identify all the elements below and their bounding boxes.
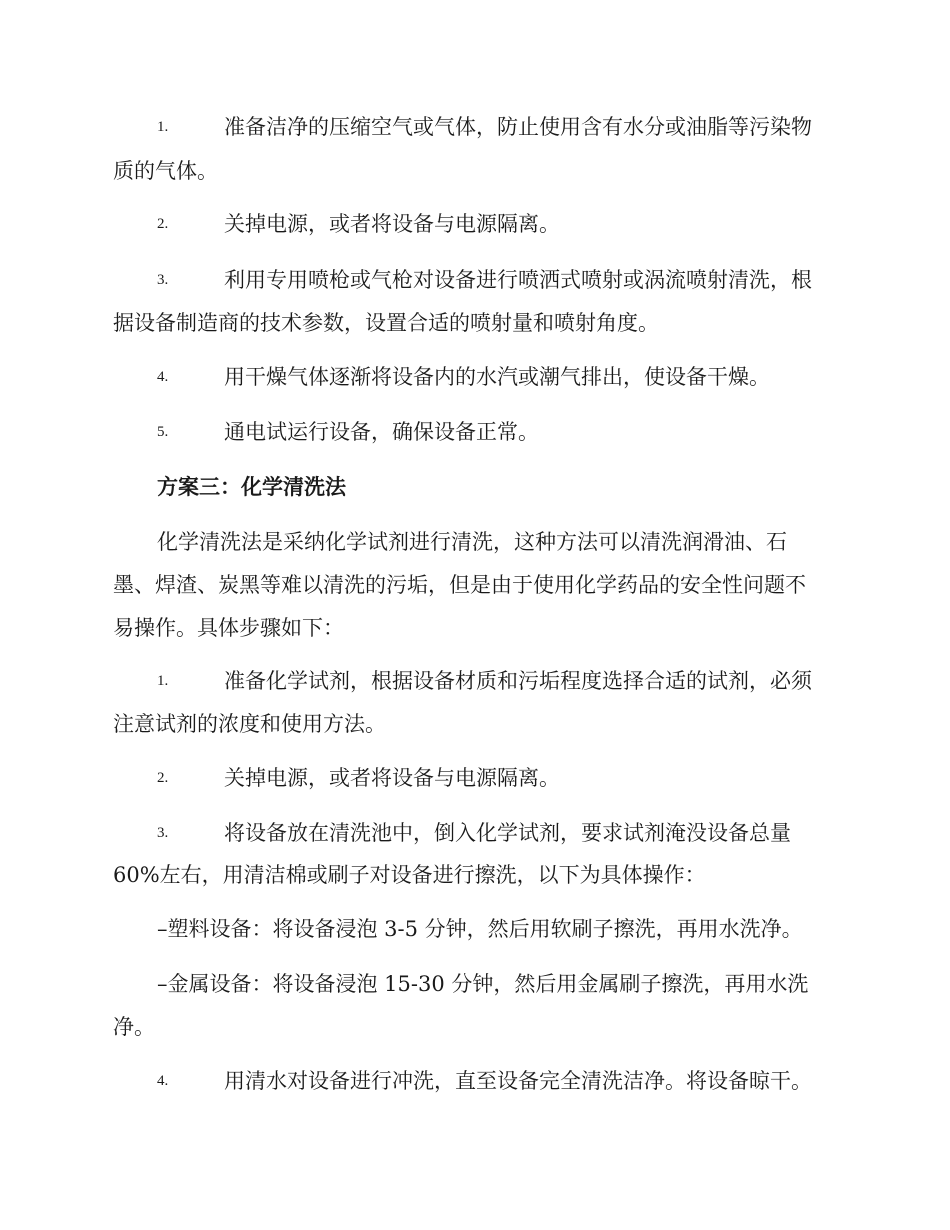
step-5-number: 5. <box>157 424 169 440</box>
step-5-text: 通电试运行设备，确保设备正常。 <box>224 420 539 444</box>
step-4-text: 用干燥气体逐渐将设备内的水汽或潮气排出，使设备干燥。 <box>224 365 770 389</box>
chem-step-1-text-line-2: 注意试剂的浓度和使用方法。 <box>113 712 386 736</box>
intro-line-3: 易操作。具体步骤如下： <box>113 616 344 640</box>
chem-step-1-text-line-1: 准备化学试剂，根据设备材质和污垢程度选择合适的试剂，必须 <box>224 669 812 693</box>
chem-step-4-text: 用清水对设备进行冲洗，直至设备完全清洗洁净。将设备晾干。 <box>224 1069 812 1093</box>
section-heading: 方案三：化学清洗法 <box>157 474 346 499</box>
step-4-number: 4. <box>157 369 169 385</box>
chem-step-4-number: 4. <box>157 1073 169 1089</box>
chem-step-3-text-line-2: 60%左右，用清洁棉或刷子对设备进行擦洗，以下为具体操作： <box>113 863 706 887</box>
step-1-number: 1. <box>157 119 169 135</box>
step-1-text-line-1: 准备洁净的压缩空气或气体，防止使用含有水分或油脂等污染物 <box>224 115 812 139</box>
chem-step-2-text: 关掉电源，或者将设备与电源隔离。 <box>224 766 560 790</box>
step-2-text: 关掉电源，或者将设备与电源隔离。 <box>224 212 560 236</box>
chem-step-1-number: 1. <box>157 673 169 689</box>
intro-line-2: 墨、焊渣、炭黑等难以清洗的污垢，但是由于使用化学药品的安全性问题不 <box>113 573 806 597</box>
plastic-equipment-item: –塑料设备：将设备浸泡 3-5 分钟，然后用软刷子擦洗，再用水洗净。 <box>157 917 803 941</box>
step-1-text-line-2: 质的气体。 <box>113 159 218 183</box>
step-2-number: 2. <box>157 216 169 232</box>
chem-step-2-number: 2. <box>157 770 169 786</box>
chem-step-3-number: 3. <box>157 825 169 841</box>
chem-step-3-text-line-1: 将设备放在清洗池中，倒入化学试剂，要求试剂淹没设备总量 <box>224 821 791 845</box>
intro-line-1: 化学清洗法是采纳化学试剂进行清洗，这种方法可以清洗润滑油、石 <box>157 530 787 554</box>
step-3-text-line-1: 利用专用喷枪或气枪对设备进行喷洒式喷射或涡流喷射清洗，根 <box>224 268 812 292</box>
metal-equipment-line-2: 净。 <box>113 1015 155 1039</box>
step-3-number: 3. <box>157 272 169 288</box>
step-3-text-line-2: 据设备制造商的技术参数，设置合适的喷射量和喷射角度。 <box>113 311 659 335</box>
metal-equipment-line-1: –金属设备：将设备浸泡 15-30 分钟，然后用金属刷子擦洗，再用水洗 <box>157 972 809 996</box>
